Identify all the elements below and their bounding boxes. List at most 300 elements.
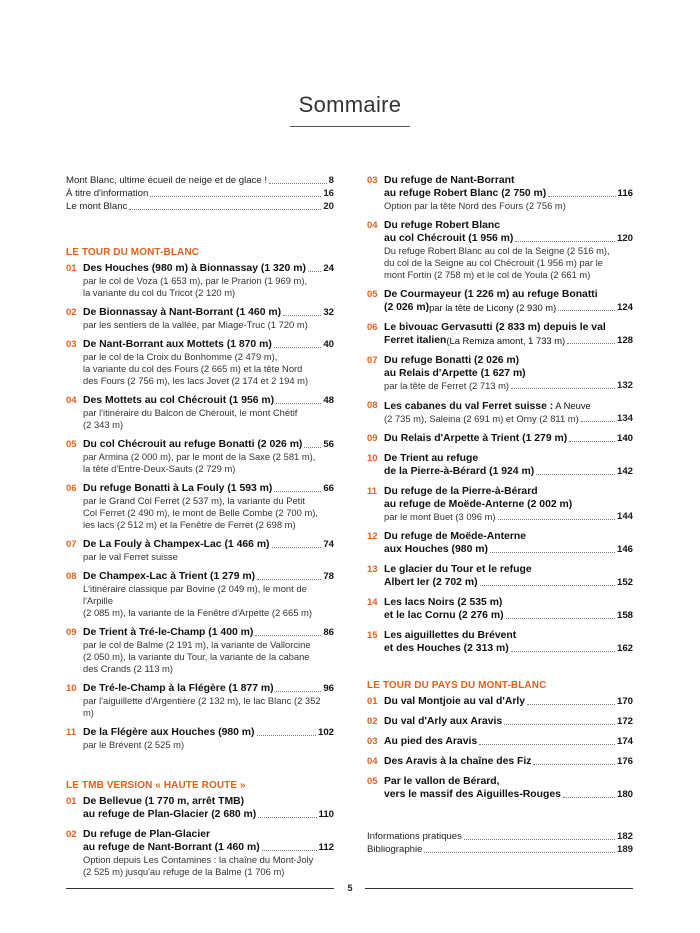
entry-page: 172 [616,716,633,727]
toc-entry [66,394,334,431]
entry-body [384,596,633,622]
entry-body [83,570,334,619]
entry-title-line [83,482,334,495]
entry-desc: la variante du col du Tricot (2 120 m) [83,287,236,298]
entry-page: 146 [616,544,633,555]
entry-body [384,755,633,768]
entry-title [384,629,633,642]
entry-title [384,399,633,413]
toc-entry [367,485,633,523]
section-heading-tmb: LE TOUR DU MONT-BLANC [66,247,200,258]
entry-page: 78 [323,571,334,582]
entry-desc: (2 343 m) [83,419,124,430]
leader-dots [257,735,316,736]
entry-title [384,219,633,232]
entry-page: 24 [323,263,334,274]
entry-desc: L'itinéraire classique par Bovine (2 049 m), le mont de l'Arpille [83,583,307,606]
entry-title [384,354,633,367]
entry-desc: la variante du col des Fours (2 665 m) et la tête Nord [83,363,303,374]
entry-desc: par le Grand Col Ferret (2 537 m), la variante du Petit [83,495,305,506]
entry-title-line [384,301,633,314]
entry-desc: Du refuge Robert Blanc au col de la Seigne (2 516 m), [384,245,610,256]
entry-desc-line [384,511,633,523]
entry-title: Au pied des Aravis [384,736,478,747]
entry-desc: par Armina (2 000 m), par le mont de la Saxe (2 581 m), [83,451,316,462]
leader-dots [511,388,615,389]
entry-body [384,219,633,281]
leader-dots [129,209,321,210]
toc-entry [66,262,334,299]
leader-dots [276,403,321,404]
entry-number: 05 [367,289,378,300]
entry-title: Albert Ier (2 702 m) [384,577,478,588]
entry-title-text: Du refuge de la Pierre-à-Bérard [384,486,538,497]
entry-title-text: Les lacs Noirs (2 535 m) [384,597,503,608]
entry-title-text: Du refuge de Nant-Borrant [384,175,515,186]
entry-page: 116 [617,188,633,199]
entry-title-text: au refuge de Moëde-Anterne (2 002 m) [384,499,573,510]
leader-dots [269,183,327,184]
entry-title: De Nant-Borrant aux Mottets (1 870 m) [83,339,272,350]
entry-body [83,482,334,531]
entry-number: 04 [367,756,378,767]
entry-page: 74 [323,539,334,550]
entry-title-text: Les cabanes du val Ferret suisse : [384,401,554,412]
entry-body [384,452,633,478]
toc-entry [66,438,334,475]
entry-title: Du Relais d'Arpette à Trient (1 279 m) [384,433,568,444]
entry-desc: par l'aiguillette d'Argentière (2 132 m), le lac Blanc (2 352 m) [83,695,321,718]
entry-title: Du col Chécrouit au refuge Bonatti (2 026 m) [83,439,303,450]
entry-body [83,795,334,821]
entry-body [83,338,334,387]
entry-number: 04 [66,395,77,406]
entry-title-text: De Courmayeur (1 226 m) au refuge Bonatti [384,289,598,300]
entry-desc: la tête d'Entre-Deux-Sauts (2 729 m) [83,463,236,474]
entry-body [384,695,633,708]
entry-title: au refuge de Nant-Borrant (1 460 m) [83,842,260,853]
entry-title [83,828,334,841]
footer-rule-right [365,888,633,889]
entry-title [384,498,633,511]
entry-desc: des Fours (2 756 m), les lacs Jovet (2 174 et 2 194 m) [83,375,309,386]
entry-page: 134 [616,413,633,424]
leader-dots [304,447,321,448]
leader-dots [262,850,317,851]
entry-page: 128 [616,335,633,346]
entry-desc-line [384,380,633,392]
entry-title-line [83,438,334,451]
entry-desc: Option par la tête Nord des Fours (2 756 m) [384,200,566,211]
entry-title-suffix: par la tête de Licony (2 930 m) [429,302,557,313]
toc-entry [367,432,633,445]
leader-dots [490,552,615,553]
toc-entry [367,775,633,801]
entry-title-line [83,538,334,551]
toc-entry [367,755,633,768]
entry-body [384,432,633,445]
entry-title-line [83,394,334,407]
entry-desc: (2 085 m), la variante de la Fenêtre d'Arpette (2 665 m) [83,607,312,618]
entry-body [83,682,334,719]
intro-row [66,200,334,213]
entry-title: Du val Montjoie au val d'Arly [384,696,526,707]
entry-body [83,538,334,563]
entry-number: 11 [66,727,77,738]
entry-number: 14 [367,597,378,608]
leader-dots [258,817,316,818]
page-number: 5 [347,883,353,893]
entry-page: 144 [616,511,633,522]
leader-dots [558,310,615,311]
leader-dots [257,579,321,580]
entry-title [384,563,633,576]
entry-title-line [384,755,633,768]
entry-title-line [83,841,334,854]
leader-dots [255,635,321,636]
entry-page: 124 [616,302,633,313]
entry-number: 10 [66,683,77,694]
entry-title-text: Du refuge de Moëde-Anterne [384,531,527,542]
entry-title-line [384,576,633,589]
entry-desc: mont Fortin (2 758 m) et le col de Youla (2 661 m) [384,269,591,280]
toc-entry [66,338,334,387]
leader-dots [533,764,615,765]
intro-page: 8 [328,175,334,186]
entry-desc: par le col de Voza (1 653 m), par le Prarion (1 969 m), [83,275,308,286]
toc-entry [367,695,633,708]
entry-title: De Bionnassay à Nant-Borrant (1 460 m) [83,307,282,318]
entry-title-line [384,432,633,445]
section-heading-haute-route: LE TMB VERSION « HAUTE ROUTE » [66,780,246,791]
leader-dots [150,196,321,197]
leader-dots [504,724,615,725]
entry-page: 176 [616,756,633,767]
toc-entry [367,715,633,728]
entry-number: 07 [367,355,378,366]
entry-page: 112 [318,842,334,853]
intro-row [66,174,334,187]
leader-dots [480,585,615,586]
entry-body [384,174,633,212]
intro-row [66,187,334,200]
tmb-list [66,262,334,751]
leader-dots [569,441,615,442]
toc-entry [66,538,334,563]
entry-page: 152 [616,577,633,588]
entry-body [384,530,633,556]
entry-number: 02 [66,829,77,840]
entry-body [384,399,633,425]
entry-title [384,288,633,301]
toc-entry [367,321,633,347]
leader-dots [527,704,615,705]
entry-title-line [384,334,633,347]
outro-row [367,843,633,856]
entry-title-suffix: (La Remiza amont, 1 733 m) [446,335,566,346]
entry-body [83,626,334,675]
entry-title: et le lac Cornu (2 276 m) [384,610,504,621]
intro-page: 20 [323,201,334,212]
page-title: Sommaire [298,92,402,117]
entry-body [384,354,633,392]
entry-number: 04 [367,220,378,231]
leader-dots [479,744,615,745]
leader-dots [506,618,615,619]
haute-route-list [66,795,334,878]
entry-body [83,828,334,878]
leader-dots [272,547,322,548]
entry-number: 02 [367,716,378,727]
entry-page: 120 [616,233,633,244]
entry-number: 09 [66,627,77,638]
intro-page: 16 [323,188,334,199]
entry-page: 86 [323,627,334,638]
entry-page: 162 [616,643,633,654]
entry-page: 132 [616,380,633,391]
entry-title-line [384,695,633,708]
toc-entry [367,563,633,589]
entry-title: De Champex-Lac à Trient (1 279 m) [83,571,256,582]
outro-page: 189 [616,844,633,855]
entry-title: De Trient à Tré-le-Champ (1 400 m) [83,627,254,638]
entry-title-line [83,262,334,275]
entry-page: 96 [323,683,334,694]
toc-entry [66,570,334,619]
entry-title-text: Par le vallon de Bérard, [384,776,500,787]
title-underline [290,126,410,127]
entry-body [384,288,633,314]
toc-entry [367,354,633,392]
entry-title-line [83,626,334,639]
entry-title-text: Du refuge Robert Blanc [384,220,501,231]
entry-desc: (2 525 m) jusqu'au refuge de la Balme (1 706 m) [83,866,285,877]
intro-label: Le mont Blanc [66,201,128,212]
entry-body [384,775,633,801]
intro-label: À titre d'information [66,188,149,199]
entry-title-text: Les aiguillettes du Brévent [384,630,517,641]
toc-entry [66,795,334,821]
entry-desc: Option depuis Les Contamines : la chaîne du Mont-Joly [83,854,314,865]
entry-title [384,174,633,187]
toc-entry [66,828,334,878]
entry-title-text: Du refuge Bonatti (2 026 m) [384,355,520,366]
entry-title-text: De Trient au refuge [384,453,479,464]
entry-title: Du refuge Bonatti à La Fouly (1 593 m) [83,483,273,494]
entry-body [384,563,633,589]
entry-title-text: au Relais d'Arpette (1 627 m) [384,368,526,379]
toc-entry [367,452,633,478]
entry-number: 03 [66,339,77,350]
leader-dots [548,196,615,197]
entry-desc: les lacs (2 512 m) et la Fenêtre de Ferret (2 698 m) [83,519,296,530]
entry-desc: par le col de la Croix du Bonhomme (2 479 m), [83,351,278,362]
entry-number: 01 [66,263,77,274]
entry-number: 09 [367,433,378,444]
entry-title-line [384,642,633,655]
entry-number: 01 [66,796,77,807]
entry-title: de la Pierre-à-Bérard (1 924 m) [384,466,535,477]
toc-entry [367,288,633,314]
toc-entry [66,726,334,751]
entry-desc: par le Brévent (2 525 m) [83,739,185,750]
entry-title-line [83,682,334,695]
entry-desc: Col Ferret (2 490 m), le mont de Belle Combe (2 700 m), [83,507,318,518]
toc-entry [367,219,633,281]
entry-title: De Tré-le-Champ à la Flégère (1 877 m) [83,683,274,694]
entry-desc: (2 735 m), Saleina (2 691 m) et Orny (2 811 m) [384,413,579,424]
entry-page: 40 [323,339,334,350]
toc-entry [367,174,633,212]
entry-title-line [384,788,633,801]
entry-page: 180 [616,789,633,800]
pays-list [367,695,633,801]
outro-row [367,830,633,843]
leader-dots [536,474,615,475]
entry-desc: par les sentiers de la vallée, par Miage-Truc (1 720 m) [83,319,308,330]
entry-number: 05 [367,776,378,787]
outro-label: Informations pratiques [367,831,462,842]
toc-entry [66,306,334,331]
entry-title-line [384,735,633,748]
entry-page: 56 [323,439,334,450]
entry-title: vers le massif des Aiguilles-Rouges [384,789,561,800]
leader-dots [464,839,615,840]
entry-title-text: De Bellevue (1 770 m, arrêt TMB) [83,796,245,807]
leader-dots [498,519,615,520]
entry-body [384,715,633,728]
toc-entry [66,482,334,531]
entry-title-line [83,338,334,351]
entry-number: 13 [367,564,378,575]
entry-title: Des Aravis à la chaîne des Fiz [384,756,532,767]
entry-page: 48 [323,395,334,406]
outro-page: 182 [616,831,633,842]
intro-list [66,174,334,213]
entry-title: Du val d'Arly aux Aravis [384,716,503,727]
entry-title [384,775,633,788]
section-heading-pays: LE TOUR DU PAYS DU MONT-BLANC [367,680,547,691]
entry-title: Des Houches (980 m) à Bionnassay (1 320 m) [83,263,306,274]
entry-desc: par le val Ferret suisse [83,551,178,562]
entry-number: 07 [66,539,77,550]
entry-page: 170 [616,696,633,707]
entry-page: 32 [323,307,334,318]
entry-page: 102 [317,727,334,738]
entry-title: (2 026 m) [384,302,430,313]
entry-number: 11 [367,486,378,497]
leader-dots [283,315,321,316]
entry-title-line [384,465,633,478]
entry-desc: des Crands (2 113 m) [83,663,173,674]
outro-list [367,830,633,856]
entry-title-line [384,543,633,556]
toc-left-column [66,174,334,885]
leader-dots [581,421,615,422]
entry-number: 03 [367,175,378,186]
leader-dots [276,691,322,692]
entry-title-line [384,187,633,200]
entry-page: 142 [616,466,633,477]
entry-body [83,438,334,475]
entry-title-text: Le bivouac Gervasutti (2 833 m) depuis le val [384,322,606,333]
haute-route-list-continued [367,174,633,655]
entry-title-line [83,726,334,739]
entry-desc: du col de la Seigne au col Chécrouit (1 956 m) par le [384,257,603,268]
leader-dots [308,271,321,272]
entry-page: 174 [616,736,633,747]
entry-title [384,367,633,380]
entry-title-line [384,609,633,622]
entry-title-text: Le glacier du Tour et le refuge [384,564,532,575]
entry-body [83,306,334,331]
entry-number: 06 [367,322,378,333]
toc-entry [367,735,633,748]
entry-page: 66 [323,483,334,494]
leader-dots [424,852,615,853]
entry-title: Ferret italien [384,335,447,346]
entry-title-line [83,306,334,319]
leader-dots [511,651,615,652]
entry-desc-line [384,413,633,425]
entry-title-line [83,570,334,583]
toc-right-column [367,174,633,856]
entry-number: 10 [367,453,378,464]
entry-page: 158 [616,610,633,621]
entry-number: 05 [66,439,77,450]
outro-label: Bibliographie [367,844,423,855]
intro-label: Mont Blanc, ultime écueil de neige et de glace ! [66,175,268,186]
entry-title: aux Houches (980 m) [384,544,488,555]
entry-number: 01 [367,696,378,707]
entry-page: 110 [318,809,334,820]
entry-body [384,629,633,655]
entry-body [83,726,334,751]
entry-title [384,321,633,334]
entry-body [83,394,334,431]
entry-desc: (2 050 m), la variante du Tour, la variante de la cabane [83,651,310,662]
entry-title: au col Chécrouit (1 956 m) [384,233,514,244]
entry-desc: par le col de Balme (2 191 m), la variante de Vallorcine [83,639,311,650]
entry-title [384,530,633,543]
entry-title: au refuge de Plan-Glacier (2 680 m) [83,809,257,820]
entry-body [384,735,633,748]
entry-title: De la Flégère aux Houches (980 m) [83,727,255,738]
entry-title-suffix: A Neuve [553,400,591,411]
entry-number: 08 [66,571,77,582]
leader-dots [274,347,322,348]
entry-desc: par l'itinéraire du Balcon de Chérouit, le mont Chétif [83,407,298,418]
entry-title: au refuge Robert Blanc (2 750 m) [384,188,547,199]
entry-body [83,262,334,299]
entry-title-text: Du refuge de Plan-Glacier [83,829,211,840]
footer-rule-left [66,888,334,889]
entry-title-line [384,715,633,728]
leader-dots [515,241,615,242]
entry-number: 02 [66,307,77,318]
entry-title: Des Mottets au col Chécrouit (1 956 m) [83,395,275,406]
entry-body [384,485,633,523]
entry-page: 140 [616,433,633,444]
entry-title-line [83,808,334,821]
entry-title: De La Fouly à Champex-Lac (1 466 m) [83,539,270,550]
entry-title [384,596,633,609]
toc-entry [367,629,633,655]
toc-entry [66,682,334,719]
entry-title [83,795,334,808]
entry-title [384,452,633,465]
toc-entry [367,596,633,622]
